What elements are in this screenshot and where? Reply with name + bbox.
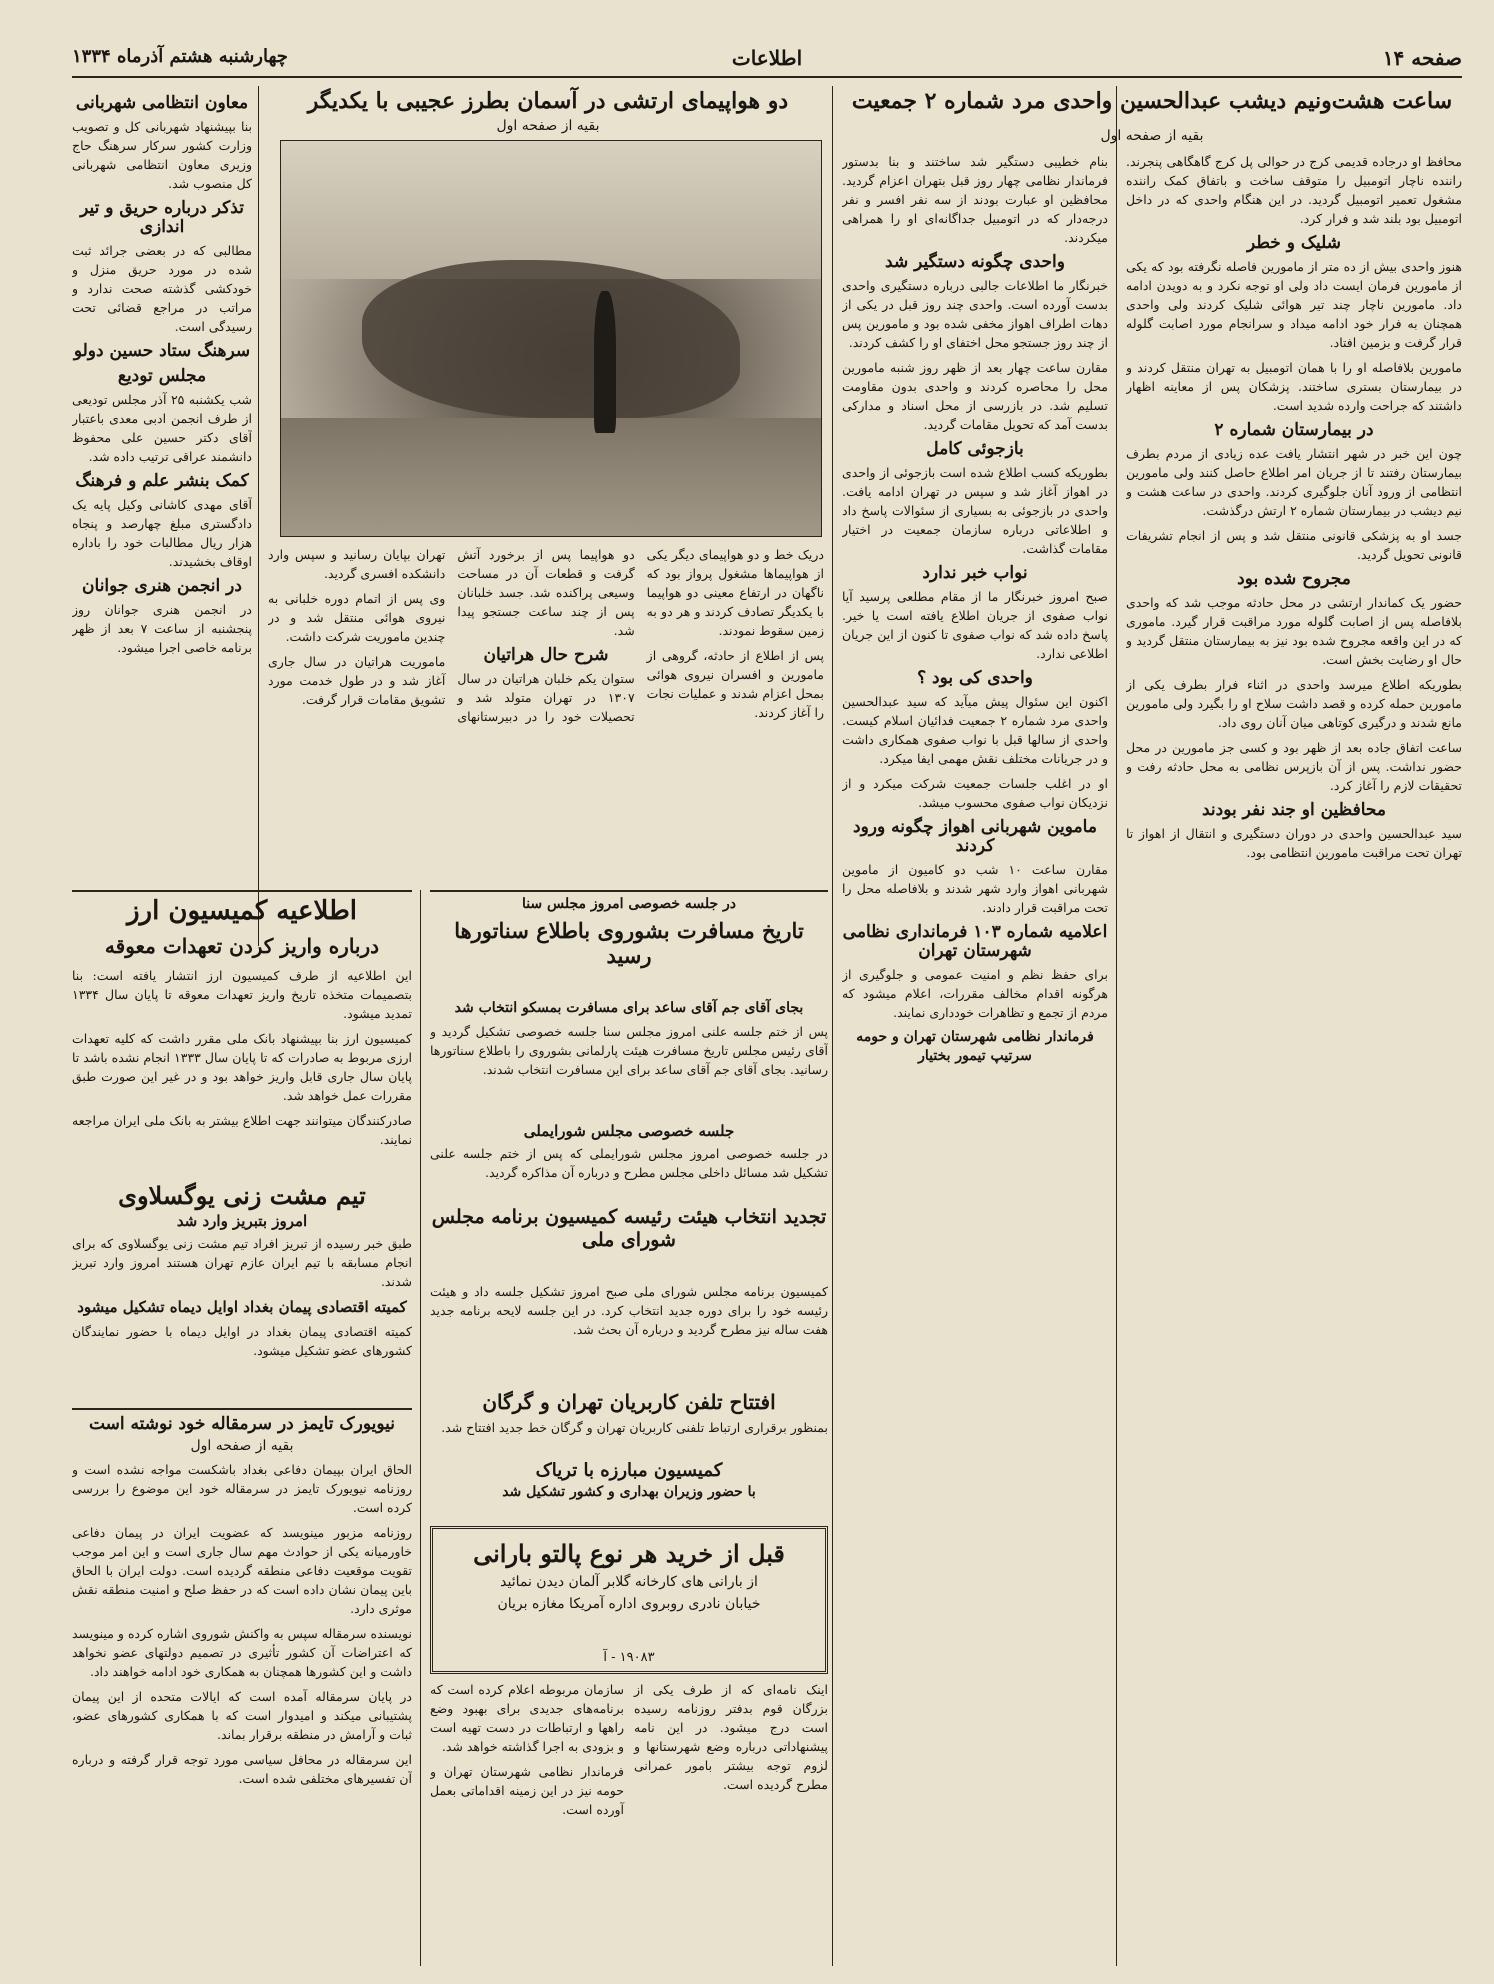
lead-headline: ساعت هشت‌ونیم دیشب عبدالحسین واحدی مرد شماره ۲ جمعیت	[851, 88, 1453, 114]
senate-headline: تاریخ مسافرت بشوروی باطلاع سناتورها رسید	[454, 918, 804, 969]
nyt-headline: نیویورک تایمز در سرمقاله خود نوشته است	[88, 1414, 396, 1434]
lead-story-column: بنام خطیبی دستگیر شد ساختند و بنا بدستور فرماندار نظامی چهار روز قبل بتهران اعزام گردید. محافظین او عبارت بودند از سه نفر افسر و نفر درجه‌دار که در اتومبیل جداگانه‌ای او را همراهی میکردند. واحدی چگونه دستگیر شد خبرنگار ما اطلاعات جالبی درباره دستگیری واحدی بدست آورده است. واحدی چند روز قبل در یکی از دهات اطراف اهواز مخفی شده بود و مامورین پس از چند روز جستجو محل اختفای او را کشف کردند. مقارن ساعت چهار بعد از ظهر روز شنبه مامورین محل را محاصره کردند و واحدی بدون مقاومت تسلیم شد. در بازرسی از محل اسناد و مدارکی بدست آمد که تحویل مقامات گردید. بازجوئی کامل بطوریکه کسب اطلاع شده است بازجوئی از واحدی در اهواز آغاز شد و سپس در تهران ادامه یافت. واحدی در بازجوئی به بسیاری از سئوالات پاسخ داد و اطلاعاتی درباره سازمان جمعیت در اختیار مقامات گذاشت. نواب‌ خبر ندارد صبح امروز خبرنگار ما از مقام مطلعی پرسید آیا نواب صفوی از جریان اطلاع یافته است یا خیر. پاسخ داده شد که نواب صفوی تا کنون از این جریان اطلاعی ندارد. واحدی کی بود ؟ اکنون این سئوال پیش میآید که سید عبدالحسین واحدی مرد شماره ۲ جمعیت فدائیان اسلام کیست. واحدی از سالها قبل با نواب صفوی همکاری داشت و در جریانات مختلف نقش مهمی ایفا میکرد. او در اغلب جلسات جمعیت شرکت میکرد و از نزدیکان نواب صفوی محسوب میشد. ماموین شهربانی اهواز چگونه ورود کردند مقارن ساعت ۱۰ شب دو کامیون از ماموین شهربانی اهواز وارد شهر شدند و بلافاصله محل را تحت مراقبت قرار دادند. اعلامیه شماره ۱۰۳ فرمانداری نظامی شهرستان تهران برای حفظ نظم و امنیت عمومی و جلوگیری از هرگونه اقدام مخالف مقررات، اعلام میشود که مردم از تجمع و تظاهرات خودداری نمایند. فرماندار نظامی شهرستان تهران و حومه سرتیپ تیمور بختیار	[842, 154, 1108, 1064]
currency-subhead: درباره واریز کردن تعهدات معوقه	[104, 934, 380, 958]
lead-continued: بقیه از صفحه اول	[1100, 128, 1204, 144]
pact-text: کمیته اقتصادی پیمان بغداد در اوایل دیماه با حضور نمایندگان کشورهای عضو تشکیل میشود.	[72, 1324, 412, 1358]
column-divider	[832, 86, 833, 1966]
short-news-head: سرهنگ ستاد حسین دولو	[73, 341, 251, 361]
lead-subhead: ماموین شهربانی اهواز چگونه ورود کردند	[853, 817, 1097, 856]
short-news-head: تذکر درباره حریق و تیر اندازی	[80, 198, 244, 237]
short-news-body: آقای مهدی کاشانی وکیل پایه یک دادگستری مبلغ چهارصد و پنجاه هزار ریال مطالبات خود را باداره اوقاف بخشیدند.	[72, 497, 252, 569]
nyt-text: الحاق ایران بپیمان دفاعی بغداد باشکست مواجه نشده است و روزنامه نیویورک تایمز در سرمقاله خود این موضوع را بررسی کرده است.	[72, 1462, 412, 1515]
short-news-head: معاون انتظامی شهربانی	[75, 93, 249, 113]
short-news-body: در انجمن هنری جوانان روز پنجشنبه از ساعت ۷ بعد از ظهر برنامه خاصی اجرا میشود.	[72, 602, 252, 655]
page-number: صفحه ۱۴	[1382, 46, 1462, 70]
currency-headline: اطلاعیه کمیسیون ارز	[127, 896, 357, 926]
lead-subhead: محافظین او جند نفر بودند	[1201, 800, 1387, 820]
lead-subhead: واحدی چگونه دستگیر شد	[885, 252, 1065, 272]
lead-subhead: نواب‌ خبر ندارد	[922, 563, 1028, 583]
pact-body	[72, 1322, 412, 1402]
nyt-body: الحاق ایران بپیمان دفاعی بغداد باشکست مواجه نشده است و روزنامه نیویورک تایمز در سرمقاله خود این موضوع را بررسی کرده است. روزنامه مزبور مینویسد که عضویت ایران در پیمان دفاعی خاورمیانه یکی از حوادث مهم سال جاری است و این امر موجب تقویت موقعیت دفاعی منطقه گردیده است. دولت ایران با الحاق باین پیمان نشان داده است که در حفظ صلح و امنیت منطقه نقش موثری دارد. نویسنده سرمقاله سپس به واکنش شوروی اشاره کرده و مینویسد که اعتراضات آن کشور تأثیری در تصمیم دولتهای عضو نخواهد داشت و این کشورها همچنان به همکاری خود ادامه خواهند داد. در پایان سرمقاله آمده است که ایالات متحده از این پیمان پشتیبانی میکند و امیدوار است که با همکاری کشورهای عضو، ثبات و آرامش در منطقه برقرار بماند. این سرمقاله در محافل سیاسی مورد توجه قرار گرفته و درباره آن تفسیرهای مختلفی شده است.	[72, 1462, 412, 1786]
plane-subhead: شرح حال هراتیان	[483, 645, 609, 665]
antidrug-subhead: با حضور وزیران بهداری و کشور تشکیل شد	[502, 1484, 756, 1500]
ad-address: خیابان نادری روبروی اداره آمریکا مغازه بریان	[497, 1596, 761, 1612]
session-headline: جلسه خصوصی مجلس شورایملی	[523, 1122, 735, 1140]
short-news-body: بنا بپیشنهاد شهربانی کل و تصویب وزارت کشور سرکار سرهنگ حاج وزیری معاون انتظامی شهربانی کل منصوب شد.	[72, 119, 252, 191]
column-divider	[420, 890, 421, 1966]
ad-title: قبل از خرید هر نوع پالتو بارانی	[473, 1539, 785, 1568]
issue-date: چهارشنبه هشتم آذرماه ۱۳۳۴	[72, 46, 288, 67]
column-divider	[1116, 86, 1117, 1966]
center-bottom-body: اینک نامه‌ای که از طرف یکی از بزرگان قوم بدفتر روزنامه رسیده است درج میشود. در این نامه پیشنهاداتی درباره وضع شهرستانها و لزوم توجه بیشتر بامور عمرانی مطرح گردیده است. سازمان مربوطه اعلام کرده است که برنامه‌های جدیدی برای بهبود وضع راهها و ارتباطات در دست تهیه است و بزودی به اجرا گذاشته خواهد شد. فرماندار نظامی شهرستان تهران و حومه نیز در این زمینه اقداماتی بعمل آورده است.	[430, 1682, 828, 1817]
lead-subhead: واحدی کی بود ؟	[917, 668, 1033, 688]
wrestling-text: طبق خبر رسیده از تبریز افراد تیم مشت زنی یوگسلاوی که برای انجام مسابقه با تیم ایران عازم تهران هستند امروز وارد تبریز شدند.	[72, 1236, 412, 1289]
plane-continued: بقیه از صفحه اول	[496, 118, 600, 134]
plane-headline: دو هواپیمای ارتشی در آسمان بطرز عجیبی با یکدیگر	[307, 88, 789, 114]
lead-subhead: اعلامیه شماره ۱۰۳ فرمانداری نظامی شهرستان تهران	[842, 922, 1108, 961]
short-news-head: کمک بنشر علم و فرهنگ	[75, 471, 249, 491]
section-rule	[430, 890, 828, 892]
pact-headline: کمیته اقتصادی پیمان بغداد اوایل دیماه تشکیل میشود	[77, 1298, 407, 1316]
nyt-continued: بقیه از صفحه اول	[190, 1438, 294, 1454]
lead-signoff: فرماندار نظامی شهرستان تهران و حومه سرتیپ تیمور بختیار	[856, 1029, 1094, 1064]
masthead	[72, 40, 1462, 74]
telephone-body: بمنظور برقراری ارتباط تلفنی کاربریان تهران و گرگان خط جدید افتتاح شد.	[441, 1420, 828, 1435]
short-news-body: شب یکشنبه ۲۵ آذر مجلس تودیعی از طرف انجمن ادبی معدی باعتبار آقای دکتر حسین علی محفوظ دانشمند عراقی ترتیب داده شد.	[72, 392, 252, 464]
wrestling-subhead: امروز بتبریز وارد شد	[176, 1212, 308, 1230]
raincoat-advertisement	[430, 1526, 828, 1674]
section-rule	[72, 1408, 412, 1410]
crash-photo	[280, 140, 822, 537]
masthead-rule	[72, 76, 1462, 78]
column-divider	[258, 86, 259, 946]
short-news-head: مجلس تودیع	[117, 366, 207, 386]
plane-story-body: دریک خط و دو هواپیمای دیگر یکی از هواپیماها مشغول پرواز بود که ناگهان در ارتفاع معینی دو هواپیما با یکدیگر تصادف کردند و هر دو به زمین سقوط نمودند. پس از اطلاع از حادثه، گروهی از مامورین و افسران نیروی هوائی بمحل اعزام شدند و عملیات نجات را آغاز کردند. دو هواپیما پس از برخورد آتش گرفت و قطعات آن در مساحت وسیعی پراکنده شد. جسد خلبانان پس از چند ساعت جستجو پیدا شد. شرح حال هراتیان ستوان یکم خلبان هراتیان در سال ۱۳۰۷ در تهران متولد شد و تحصیلات خود را در دبیرستانهای تهران بپایان رسانید و سپس وارد دانشکده افسری گردید. وی پس از اتمام دوره خلبانی به نیروی هوائی منتقل شد و در چندین ماموریت شرکت داشت. ماموریت هراتیان در سال جاری آغاز شد و در طول خدمت مورد تشویق مقامات قرار گرفت.	[268, 547, 824, 724]
lead-subhead: در بیمارستان شماره ۲	[1214, 420, 1374, 440]
section-rule	[72, 890, 412, 892]
currency-body: این اطلاعیه از طرف کمیسیون ارز انتشار یافته است: بنا بتصمیمات متخذه تاریخ واریز تعهدات معوقه تا پایان سال ۱۳۳۴ تمدید میشود. کمیسیون ارز بنا بپیشنهاد بانک ملی مقرر داشت که کلیه تعهدات ارزی مربوط به صادرات که تا پایان سال ۱۳۳۳ انجام نشده باشد تا پایان سال جاری قابل واریز خواهد بود و در غیر این صورت طبق مقررات عمل خواهد شد. صادرکنندگان میتوانند جهت اطلاع بیشتر به بانک ملی ایران مراجعه نمایند.	[72, 968, 412, 1147]
senate-kicker: در جلسه خصوصی امروز مجلس سنا	[521, 896, 737, 912]
short-news-body: مطالبی که در بعضی جرائد ثبت شده در مورد حریق منزل و خودکشی گذشته صحت ندارد و مراتب در مراجع قضائی تحت رسیدگی است.	[72, 243, 252, 334]
wrestling-body	[72, 1234, 412, 1294]
commission-body: کمیسیون برنامه مجلس شورای ملی صبح امروز تشکیل جلسه داد و هیئت رئیسه خود را برای دوره جدید انتخاب کرد. در این جلسه لایحه برنامه جدید هفت ساله نیز مطرح گردید و درباره آن بحث شد.	[430, 1284, 828, 1337]
lead-story-column: محافظ او درجاده قدیمی کرج در حوالی پل کرج گاهگاهی پنجرند. راننده ناچار اتومبیل را متوقف ساخت و باتفاق کمک راننده مشغول تعمیر اتومبیل گردید. در این هنگام واحدی که در داخل اتومبیل بود بلند شد و فرار کرد. شلیک و خطر هنوز واحدی بیش از ده متر از مامورین فاصله نگرفته بود که یکی از مامورین فرمان ایست داد ولی او توجه نکرد و به دویدن ادامه داد. مامورین ناچار چند تیر هوائی شلیک کردند ولی واحدی همچنان به فرار خود ادامه میداد و سرانجام مورد اصابت گلوله قرار گرفت و بزمین افتاد. مامورین بلافاصله او را با همان اتومبیل به تهران منتقل کردند و در بیمارستان بستری ساختند. پزشکان پس از معاینه اظهار داشتند که جراحت وارده شدید است. در بیمارستان شماره ۲ چون این خبر در شهر انتشار یافت عده زیادی از مردم بطرف بیمارستان رفتند تا از جریان امر اطلاع حاصل کنند ولی مامورین انتظامی از ورود آنان جلوگیری کردند. واحدی در ساعت هشت و نیم دیشب در بیمارستان شماره ۲ ارتش درگذشت. جسد او به پزشکی قانونی منتقل شد و پس از انجام تشریفات قانونی تحویل گردید. مجروح شده بود حضور یک کماندار ارتشی در محل حادثه موجب شد که واحدی بلافاصله پس از اصابت گلوله مورد مراقبت قرار گیرد. ماموری که در این واقعه مجروح شده بود نیز به بیمارستان منتقل گردید و حال او رضایت بخش است. بطوریکه اطلاع میرسد واحدی در اثناء فرار بطرف یکی از مامورین حمله کرده و قصد داشت سلاح او را بگیرد ولی مامورین مانع شدند و درگیری کوتاهی میان آنان روی داد. ساعت اتفاق جاده بعد از ظهر بود و کسی جز مامورین در محل حضور نداشت. پس از آن بازپرس نظامی به محل حادثه رفت و تحقیقات لازم را آغاز کرد. محافظین او جند نفر بودند سید عبدالحسین واحدی در دوران دستگیری و انتقال از اهواز تا تهران تحت مراقبت مامورین انتظامی بود.	[1126, 154, 1462, 860]
lead-subhead: مجروح شده بود	[1237, 569, 1351, 589]
antidrug-headline: کمیسیون مبارزه با تریاک	[535, 1460, 723, 1481]
lead-subhead: بازجوئی کامل	[926, 439, 1024, 459]
ad-number: ۱۹۰۸۳ - آ	[603, 1650, 655, 1665]
session-body: در جلسه خصوصی امروز مجلس شورایملی که پس از ختم جلسه علنی تشکیل شد مسائل داخلی مجلس مطرح و درباره آن مذاکره گردید.	[430, 1146, 828, 1180]
session-subhead: تجدید انتخاب هیئت رئیسه کمیسیون برنامه مجلس شورای ملی	[431, 1206, 827, 1251]
lead-subhead: شلیک و خطر	[1246, 233, 1342, 253]
ad-line: از بارانی های کارخانه گلابر آلمان دیدن نمائید	[500, 1574, 758, 1590]
paper-name: اطلاعات	[731, 46, 803, 70]
short-news-column	[72, 88, 252, 888]
wrestling-headline: تیم مشت زنی یوگسلاوی	[118, 1181, 366, 1210]
senate-subhead: بجای آقای جم آقای ساعد برای مسافرت بمسکو انتخاب شد	[454, 1000, 804, 1016]
currency-text: این اطلاعیه از طرف کمیسیون ارز انتشار یافته است: بنا بتصمیمات متخذه تاریخ واریز تعهدات معوقه تا پایان سال ۱۳۳۴ تمدید میشود.	[72, 968, 412, 1021]
senate-body: پس از ختم جلسه علنی امروز مجلس سنا جلسه خصوصی تشکیل گردید و آقای رئیس مجلس تاریخ مسافرت هیئت پارلمانی بشوروی را باطلاع سناتورها رسانید. بجای آقای جم آقای ساعد برای این مسافرت انتخاب شدند.	[430, 1024, 828, 1077]
telephone-headline: افتتاح تلفن کاربریان تهران و گرگان	[482, 1390, 776, 1414]
short-news-head: در انجمن هنری جوانان	[82, 576, 242, 596]
